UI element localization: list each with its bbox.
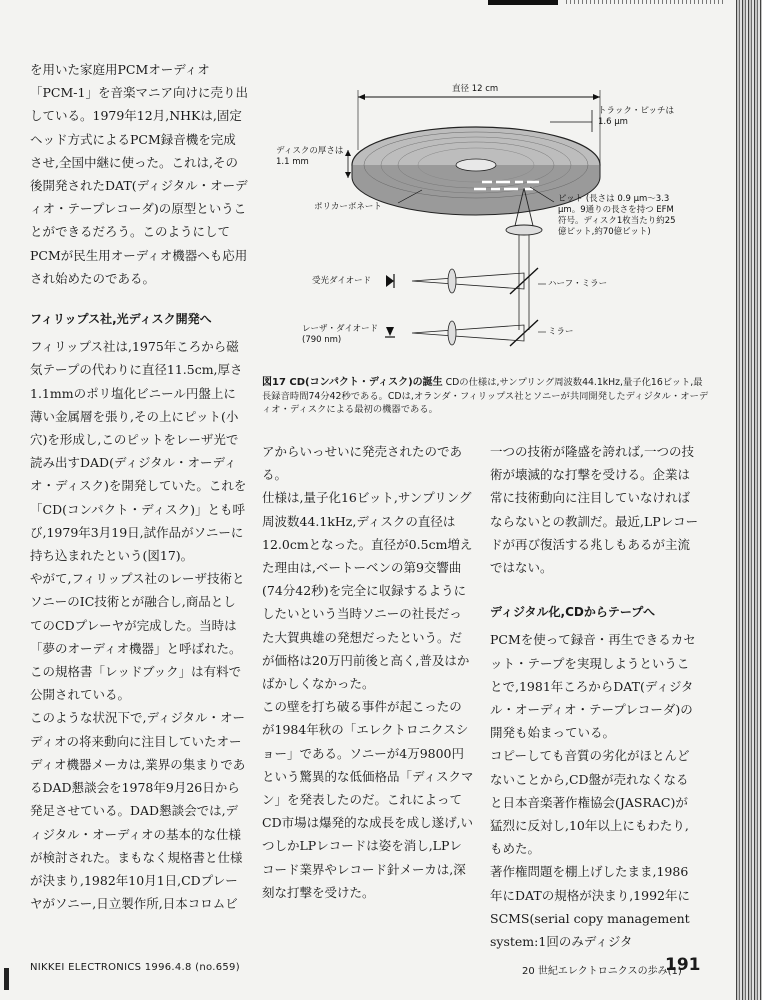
polycarbonate-label: ポリカーボネート — [314, 202, 382, 212]
photodiode-beam — [412, 273, 524, 289]
scan-binding-edge — [736, 0, 762, 1000]
figure-caption — [262, 376, 710, 417]
diameter-arrow-left — [358, 94, 365, 100]
text-column-2 — [262, 440, 474, 904]
scan-corner-mark — [4, 968, 9, 990]
pit-label: ピット (長さは 0.9 μm〜3.3 μm。9通りの長さを持つ EFM符号。ディスク1枚当たり約25億ピット,約70億ビット) — [558, 194, 676, 237]
paragraph: アからいっせいに発売されたのである。 — [262, 444, 463, 483]
objective-lens — [506, 225, 542, 235]
thickness-arrow-top — [345, 150, 351, 156]
photodiode-label: 受光ダイオード — [312, 276, 372, 286]
caption-title: 図17 CD(コンパクト・ディスク)の誕生 — [262, 377, 443, 388]
diameter-label: 直径 12 cm — [452, 84, 499, 94]
page-number: 191 — [665, 955, 701, 975]
laser-beam — [412, 325, 524, 341]
section-heading: ディジタル化,CDからテープへ — [490, 605, 656, 620]
paragraph: フィリップス社は,1975年ころから磁気テープの代わりに直径11.5cm,厚さ1.1mmのポリ塩化ビニール円盤上に薄い金属層を張り,その上にピット(小穴)を形成し,このピットをレーザ光で読み出すDAD(ディジタル・オーディオ・ディスク)を開発していた。これを「CD(コンパクト・ディスク)」とも呼び,1979年3月19日,試作品がソニーに持ち込まれたという(図17)。 — [30, 339, 247, 564]
footer-publication: NIKKEI ELECTRONICS 1996.4.8 (no.659) — [30, 962, 240, 973]
caption-text: CDの仕様は,サンプリング周波数44.1kHz,量子化16ビット,最長録音時間74分42秒である。CDは,オランダ・フィリップス社とソニーが共同開発したディジタル・オーディオ・ディスクによる最初の機器である。 — [262, 377, 709, 415]
thickness-label: ディスクの厚さは 1.1 mm — [276, 146, 344, 167]
diameter-arrow-right — [593, 94, 600, 100]
paragraph: やがて,フィリップス社のレーザ技術とソニーのIC技術とが融合し,商品としてのCDプレーヤが完成した。当時は「夢のオーディオ機器」と呼ばれた。この規格書「レッドブック」は有料で公開されている。 — [30, 571, 245, 703]
cd-diagram-figure — [262, 70, 722, 370]
mirror-label: ミラー — [548, 327, 574, 337]
disc-center-hole — [456, 159, 496, 171]
section-heading: フィリップス社,光ディスク開発へ — [30, 312, 212, 327]
paragraph: を用いた家庭用PCMオーディオ「PCM-1」を音楽マニア向けに売り出している。1979年12月,NHKは,固定ヘッド方式によるPCM録音機を完成させ,全国中継に使った。これは,その後開発されたDAT(ディジタル・オーディオ・テープレコーダ)の原型ということができるだろう。このようにしてPCMが民生用オーディオ機器へも応用され始めたのである。 — [30, 62, 248, 286]
scan-top-mark — [488, 0, 558, 5]
photodiode-symbol — [386, 275, 394, 287]
paragraph: コピーしても音質の劣化がほとんどないことから,CD盤が売れなくなると日本音楽著作権協会(JASRAC)が猛烈に反対し,10年以上にもわたり,もめた。 — [490, 748, 690, 857]
scan-top-ticks — [566, 0, 726, 4]
paragraph: このような状況下で,ディジタル・オーディオの将来動向に注目していたオーディオ機器メーカは,業界の集まりであるDAD懇談会を1978年9月26日から発足させている。DAD懇談会では,ディジタル・オーディオの基本的な仕様が検討された。まもなく規格書と仕様が決まり,1982年10月1日,CDプレーヤがソニー,日立製作所,日本コロムビ — [30, 710, 246, 912]
paragraph: 著作権問題を棚上げしたまま,1986年にDATの規格が決まり,1992年にSCMS(serial copy management system:1回のみディジタ — [490, 864, 690, 950]
half-mirror-label: ハーフ・ミラー — [548, 279, 608, 289]
thickness-arrow-bottom — [345, 172, 351, 178]
photodiode-lens — [448, 269, 456, 293]
paragraph: 一つの技術が隆盛を誇れば,一つの技術が壊滅的な打撃を受ける。企業は常に技術動向に注目していなければならないとの教訓だ。最近,LPレコードが再び復活する兆しもあるが主流ではない。 — [490, 444, 699, 576]
paragraph: この壁を打ち破る事件が起こったのが1984年秋の「エレクトロニクスショー」である。ソニーが4万9800円という驚異的な低価格品「ディスクマン」を発表したのだ。これによってCD市場は爆発的な成長を成し遂げ,いつしかLPレコードは姿を消し,LPレコード業界やレコード針メーカは,深刻な打撃を受けた。 — [262, 699, 474, 900]
text-column-3 — [490, 440, 700, 953]
paragraph: 仕様は,量子化16ビット,サンプリング周波数44.1kHz,ディスクの直径は12.0cmとなった。直径が0.5cm増えた理由は,ベートーベンの第9交響曲(74分42秒)を完全に収録するようにしたいという当時ソニーの社長だった大賀典雄の発想だったという。だが価格は20万円前後と高く,普及はかばかしくなかった。 — [262, 490, 473, 692]
laser-diode-label: レーザ・ダイオード (790 nm) — [302, 324, 379, 345]
track-pitch-label: トラック・ピッチは 1.6 μm — [598, 106, 674, 127]
laser-diode-symbol — [386, 327, 394, 336]
footer-series-title: 20 世紀エレクトロニクスの歩み(1) — [522, 966, 682, 977]
laser-lens — [448, 321, 456, 345]
paragraph: PCMを使って録音・再生できるカセット・テープを実現しようということで,1981年ころからDAT(ディジタル・オーディオ・テープレコーダ)の開発も始まっている。 — [490, 632, 696, 741]
text-column-1 — [30, 58, 248, 915]
